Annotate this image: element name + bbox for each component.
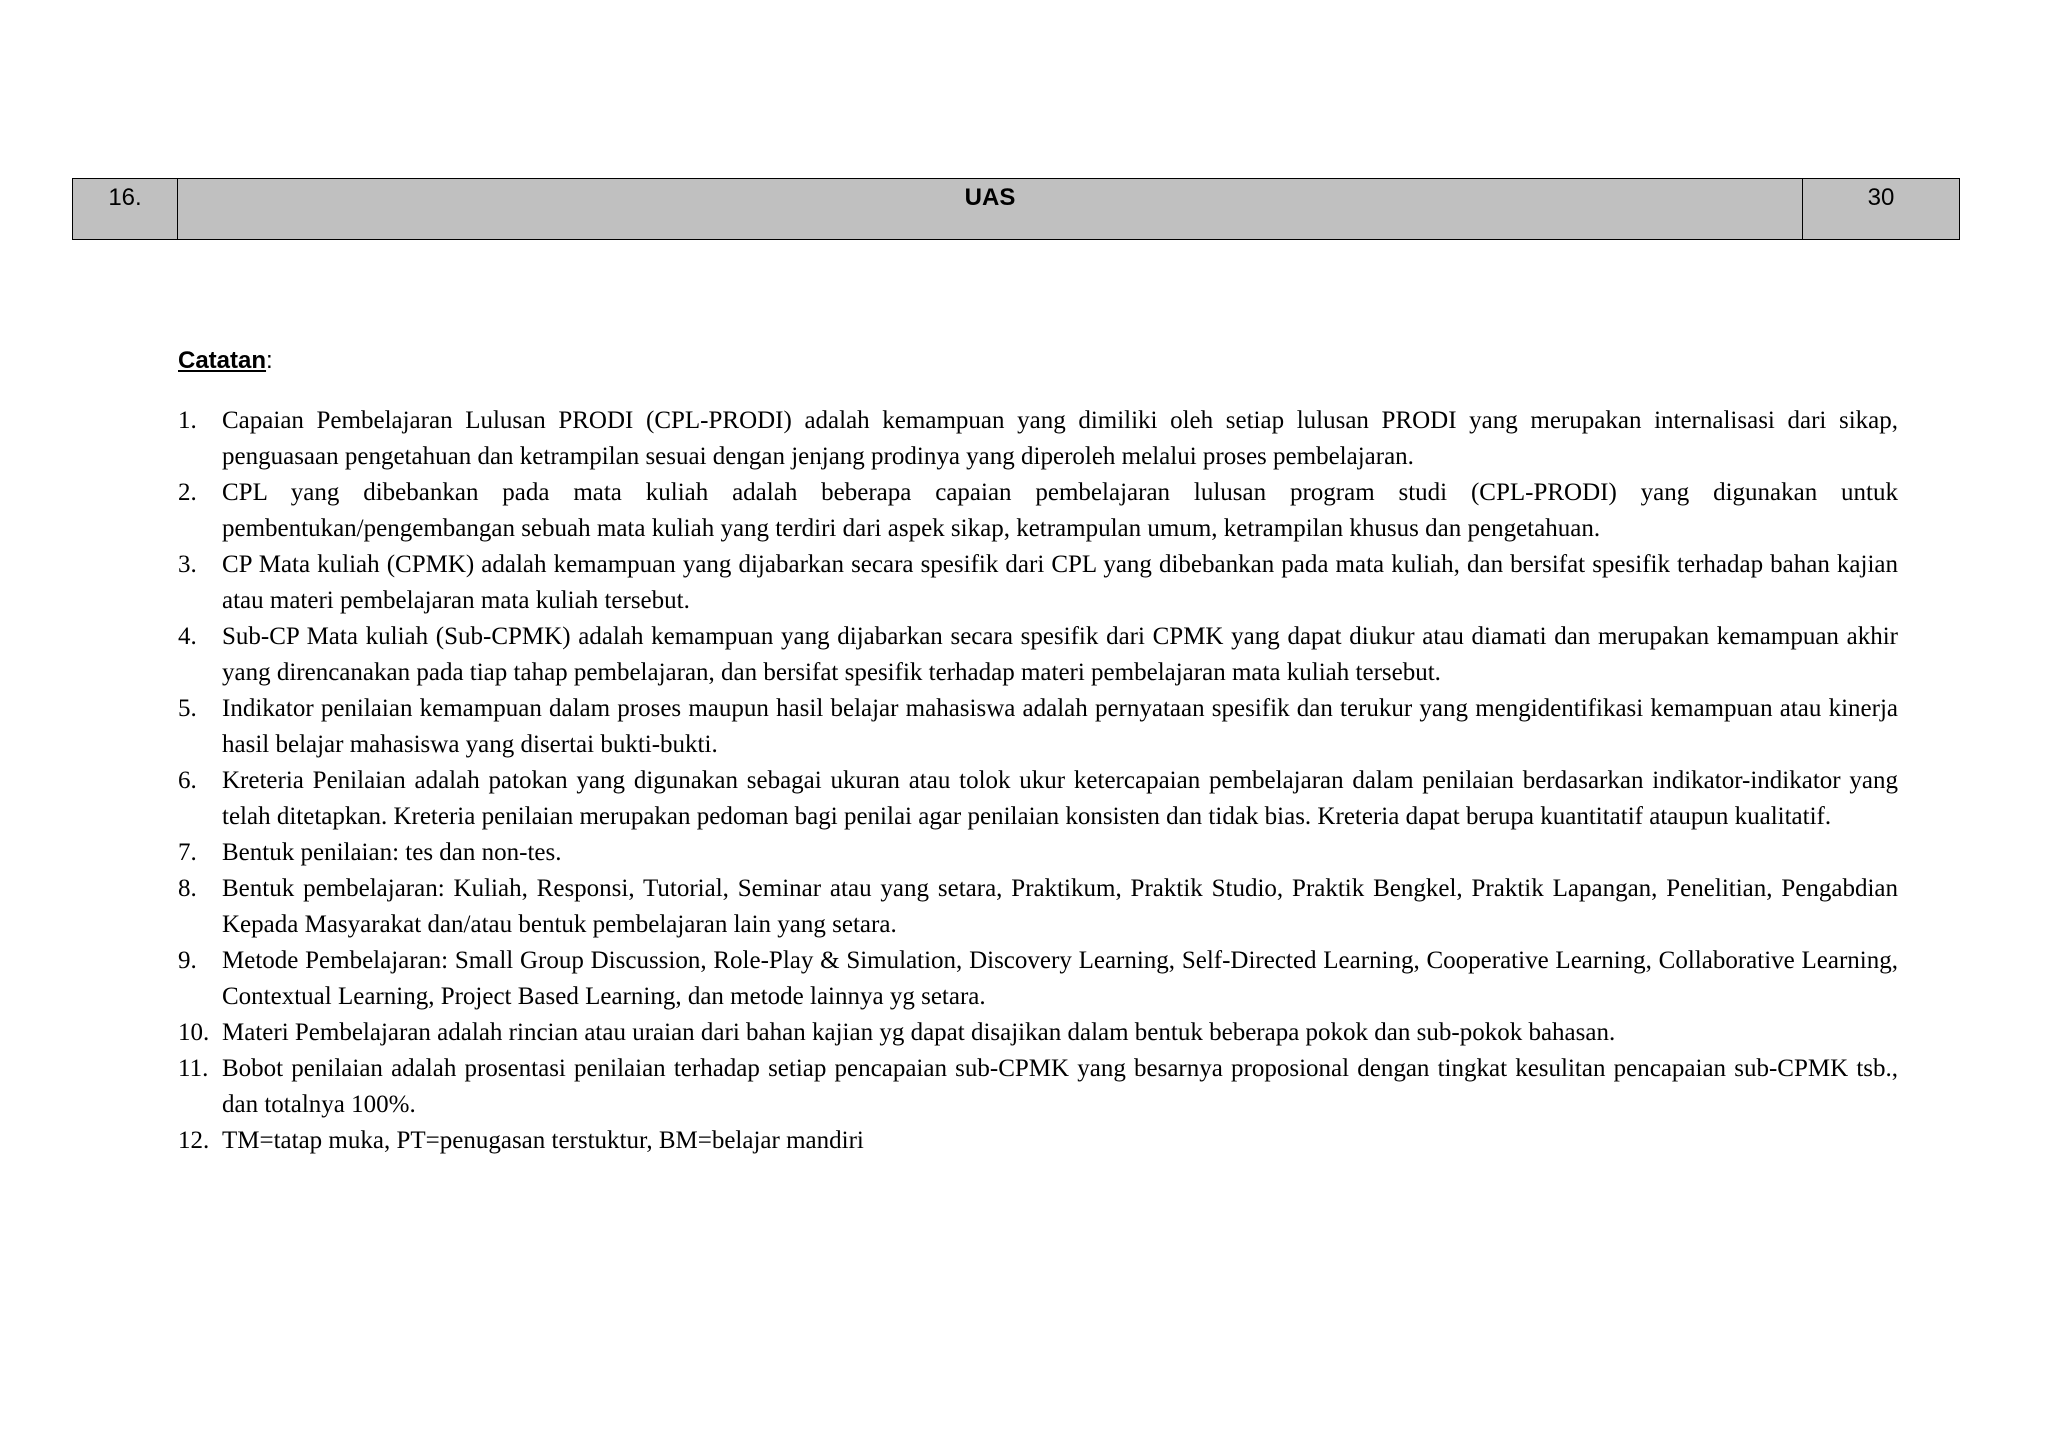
list-item (178, 691, 1898, 763)
list-item (178, 1123, 1898, 1159)
list-item (178, 619, 1898, 691)
list-item (178, 763, 1898, 835)
list-item-number: 6. (178, 767, 197, 794)
notes-section (178, 346, 1898, 1159)
notes-heading-text: Catatan (178, 347, 267, 374)
list-item-text: Metode Pembelajaran: Small Group Discussion, Role-Play & Simulation, Discovery Learning, Self-Directed Learning, Cooperative Learning, Collaborative Learning, Contextual Learning, Project Based Learning, dan metode lainnya yg setara. (222, 947, 1898, 1010)
list-item-text: Sub-CP Mata kuliah (Sub-CPMK) adalah kemampuan yang dijabarkan secara spesifik dari CPMK yang dapat diukur atau diamati dan merupakan kemampuan akhir yang direncanakan pada tiap tahap pembelajaran, dan bersifat spesifik terhadap materi pembelajaran mata kuliah tersebut. (222, 623, 1898, 686)
list-item-number: 5. (178, 695, 197, 722)
list-item-text: Materi Pembelajaran adalah rincian atau uraian dari bahan kajian yg dapat disajikan dalam bentuk beberapa pokok dan sub-pokok bahasan. (222, 1019, 1616, 1046)
list-item-text: CPL yang dibebankan pada mata kuliah adalah beberapa capaian pembelajaran lulusan program studi (CPL-PRODI) yang digunakan untuk pembentukan/pengembangan sebuah mata kuliah yang terdiri dari aspek sikap, ketrampulan umum, ketrampilan khusus dan pengetahuan. (222, 479, 1898, 542)
table-row (73, 179, 1960, 240)
list-item (178, 835, 1898, 871)
list-item-number: 12. (178, 1127, 210, 1154)
list-item (178, 547, 1898, 619)
list-item-text: TM=tatap muka, PT=penugasan terstuktur, BM=belajar mandiri (222, 1127, 864, 1154)
list-item-number: 11. (178, 1055, 209, 1082)
list-item-number: 4. (178, 623, 197, 650)
list-item (178, 871, 1898, 943)
list-item-text: Bentuk pembelajaran: Kuliah, Responsi, Tutorial, Seminar atau yang setara, Praktikum, Praktik Studio, Praktik Bengkel, Praktik Lapangan, Penelitian, Pengabdian Kepada Masyarakat dan/atau bentuk pembelajaran lain yang setara. (222, 875, 1898, 938)
notes-list (178, 403, 1898, 1159)
exam-title-cell: UAS (178, 179, 1803, 240)
list-item (178, 943, 1898, 1015)
assessment-table (72, 178, 1960, 240)
notes-heading (178, 346, 1898, 376)
list-item (178, 1015, 1898, 1051)
list-item-text: Capaian Pembelajaran Lulusan PRODI (CPL-PRODI) adalah kemampuan yang dimiliki oleh setiap lulusan PRODI yang merupakan internalisasi dari sikap, penguasaan pengetahuan dan ketrampilan sesuai dengan jenjang prodinya yang diperoleh melalui proses pembelajaran. (222, 407, 1898, 470)
list-item-text: CP Mata kuliah (CPMK) adalah kemampuan yang dijabarkan secara spesifik dari CPL yang dibebankan pada mata kuliah, dan bersifat spesifik terhadap bahan kajian atau materi pembelajaran mata kuliah tersebut. (222, 551, 1898, 614)
list-item-number: 1. (178, 407, 197, 434)
list-item (178, 1051, 1898, 1123)
list-item-text: Bobot penilaian adalah prosentasi penilaian terhadap setiap pencapaian sub-CPMK yang besarnya proposional dengan tingkat kesulitan pencapaian sub-CPMK tsb., dan totalnya 100%. (222, 1055, 1898, 1118)
notes-heading-colon: : (266, 347, 273, 374)
list-item-text: Bentuk penilaian: tes dan non-tes. (222, 839, 562, 866)
list-item-number: 7. (178, 839, 197, 866)
list-item-text: Indikator penilaian kemampuan dalam proses maupun hasil belajar mahasiswa adalah pernyataan spesifik dan terukur yang mengidentifikasi kemampuan atau kinerja hasil belajar mahasiswa yang disertai bukti-bukti. (222, 695, 1898, 758)
list-item-number: 9. (178, 947, 197, 974)
week-number-cell: 16. (73, 179, 178, 240)
weight-cell: 30 (1803, 179, 1960, 240)
list-item-text: Kreteria Penilaian adalah patokan yang digunakan sebagai ukuran atau tolok ukur ketercapaian pembelajaran dalam penilaian berdasarkan indikator-indikator yang telah ditetapkan. Kreteria penilaian merupakan pedoman bagi penilai agar penilaian konsisten dan tidak bias. Kreteria dapat berupa kuantitatif ataupun kualitatif. (222, 767, 1898, 830)
list-item-number: 2. (178, 479, 197, 506)
list-item (178, 403, 1898, 475)
list-item-number: 8. (178, 875, 197, 902)
list-item (178, 475, 1898, 547)
list-item-number: 3. (178, 551, 197, 578)
list-item-number: 10. (178, 1019, 210, 1046)
